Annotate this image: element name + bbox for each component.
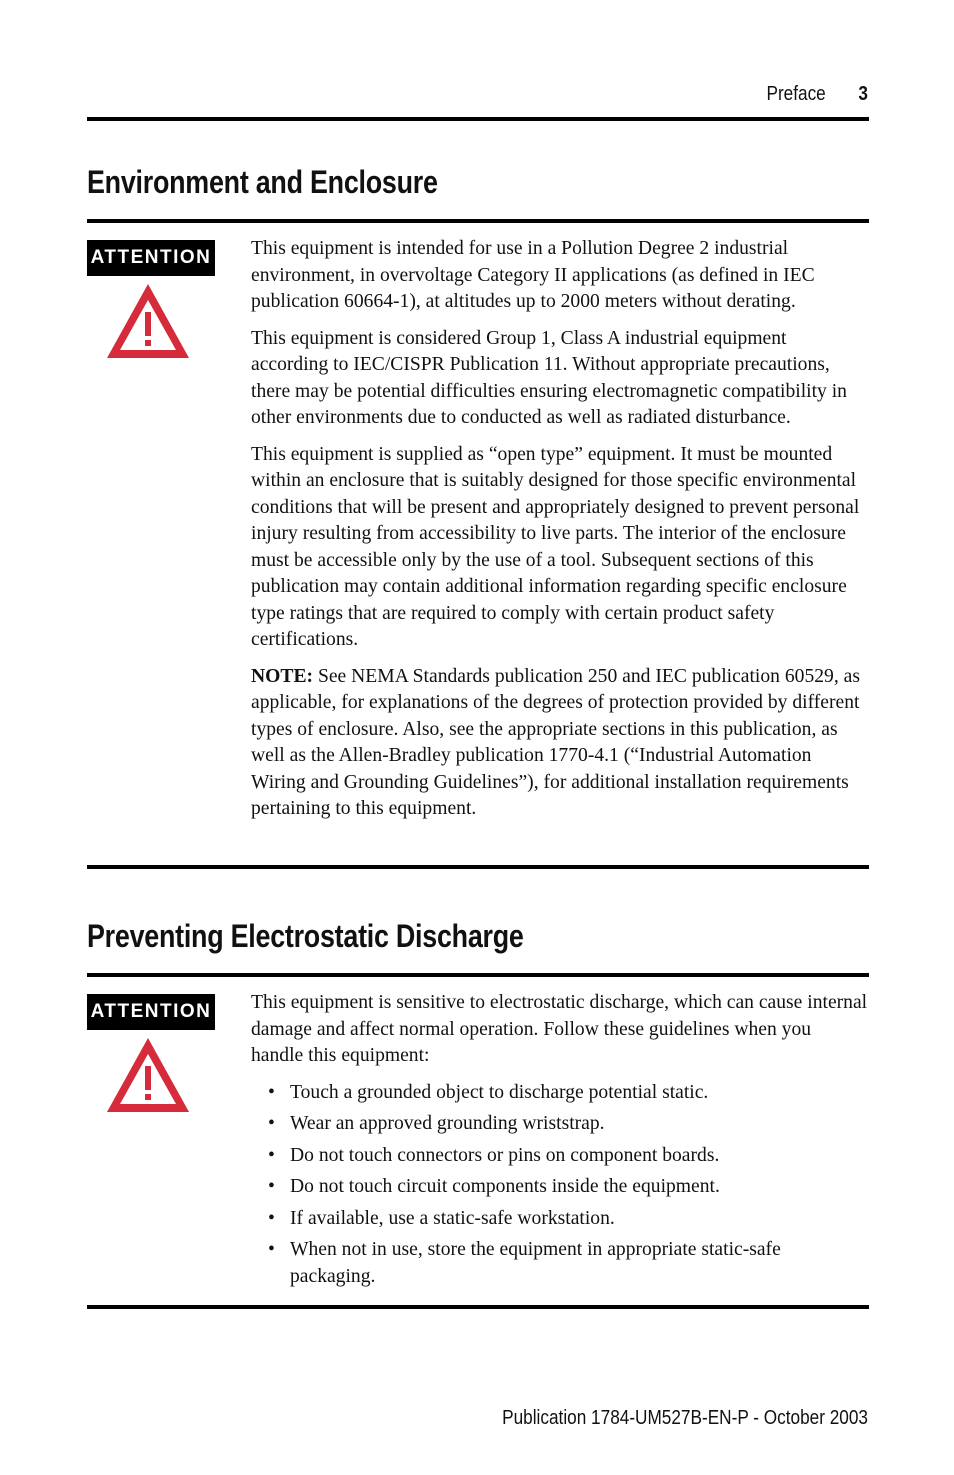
list-item: • Do not touch circuit components inside the equipment.	[251, 1174, 868, 1201]
publication-footer: Publication 1784-UM527B-EN-P - October 2003	[502, 1406, 868, 1429]
section-rule-top	[87, 219, 869, 223]
section-rule-bottom	[87, 1305, 869, 1309]
attention-text-environment	[251, 236, 868, 833]
paragraph: This equipment is sensitive to electrostatic discharge, which can cause internal damage and affect normal operation. Follow these guidelines when you handle this equipment:	[251, 992, 868, 1066]
header-section: Preface	[766, 82, 826, 105]
paragraph: This equipment is supplied as “open type” equipment. It must be mounted within an enclosure that is suitably designed for those specific environmental conditions that will be present and appropriately designed to prevent personal injury resulting from accessibility to live parts. The interior of the enclosure must be accessible only by the use of a tool. Subsequent sections of this publication may contain additional information regarding specific enclosure type ratings that are required to comply with certain product safety certifications.	[251, 443, 860, 650]
bullet-icon: •	[268, 1207, 275, 1229]
section-title-environment: Environment and Enclosure	[87, 164, 438, 200]
attention-text-esd	[251, 990, 868, 1295]
paragraph: This equipment is intended for use in a Pollution Degree 2 industrial environment, in overvoltage Category II applications (as defined in IEC publication 60664-1), at altitudes up to 2000 meters without derating.	[251, 238, 815, 312]
attention-badge: ATTENTION	[87, 994, 215, 1030]
guideline-list	[251, 1080, 868, 1291]
running-header	[196, 80, 868, 108]
section-title-esd: Preventing Electrostatic Discharge	[87, 918, 524, 954]
bullet-icon: •	[268, 1081, 275, 1103]
list-item: • Do not touch connectors or pins on component boards.	[251, 1143, 868, 1170]
warning-triangle-icon	[105, 1036, 191, 1114]
list-item: • Touch a grounded object to discharge potential static.	[251, 1080, 868, 1107]
note-text: See NEMA Standards publication 250 and IEC publication 60529, as applicable, for explanations of the degrees of protection provided by different types of enclosure. Also, see the appropriate sections in this publication, as well as the Allen-Bradley publication 1770-4.1 (“Industrial Automation Wiring and Grounding Guidelines”), for additional installation requirements pertaining to this equipment.	[251, 665, 860, 819]
bullet-icon: •	[268, 1113, 275, 1134]
bullet-icon: •	[268, 1144, 275, 1166]
list-item: • Wear an approved grounding wriststrap.	[251, 1111, 868, 1138]
note-label: NOTE:	[251, 665, 314, 687]
note-paragraph	[251, 664, 868, 823]
attention-badge: ATTENTION	[87, 240, 215, 276]
section-rule-bottom	[87, 865, 869, 869]
header-rule	[87, 117, 869, 121]
list-item: • If available, use a static-safe workstation.	[251, 1206, 868, 1233]
list-item: • When not in use, store the equipment in appropriate static-safe packaging.	[268, 1239, 781, 1287]
page-number: 3	[858, 82, 868, 105]
paragraph: This equipment is considered Group 1, Class A industrial equipment according to IEC/CISPR Publication 11. Without appropriate precautions, there may be potential difficulties ensuring electromagnetic compatibility in other environments due to conducted as well as radiated disturbance.	[251, 327, 847, 428]
bullet-icon: •	[268, 1239, 275, 1260]
warning-triangle-icon	[105, 282, 191, 360]
bullet-icon: •	[268, 1176, 275, 1197]
section-rule-top	[87, 973, 869, 977]
